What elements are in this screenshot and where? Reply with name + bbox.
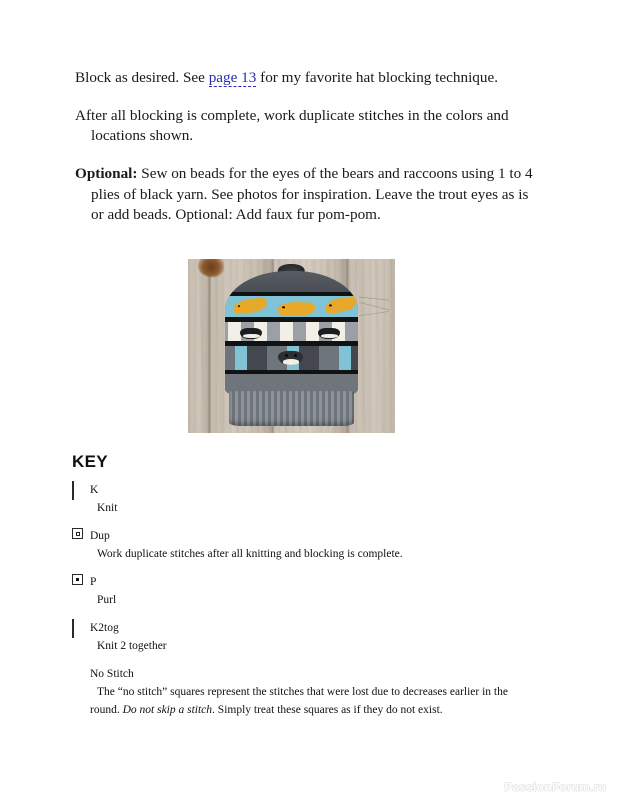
- hat-photo: [188, 259, 395, 433]
- body-text-block: [75, 68, 535, 226]
- key-abbr-dup: Dup: [90, 530, 110, 542]
- site-watermark: PassionForum.ru: [504, 780, 606, 794]
- trout-eye-2: [283, 306, 286, 309]
- key-desc-no-stitch: [90, 686, 508, 716]
- dry-grass: [359, 281, 389, 327]
- key-abbr-knit: K: [90, 484, 99, 496]
- key-entry-dup: [72, 526, 532, 562]
- key-abbr-k2tog: K2tog: [90, 622, 119, 634]
- key-desc-k2tog: Knit 2 together: [97, 640, 167, 652]
- hat-ribbed-brim: [229, 391, 354, 426]
- page-13-link[interactable]: page 13: [208, 69, 257, 86]
- paragraph-blocking-post: for my favorite hat blocking technique.: [256, 69, 499, 86]
- trout-eye-3: [329, 304, 332, 307]
- hat-crown: [225, 271, 357, 395]
- key-desc-dup: Work duplicate stitches after all knitting and blocking is complete.: [97, 548, 403, 560]
- key-entry-k2tog-text: [90, 618, 532, 654]
- key-entry-no-stitch-text: [90, 664, 532, 718]
- paragraph-blocking-pre: Block as desired. See: [75, 69, 209, 86]
- filled-gray-square-icon: [72, 666, 83, 677]
- key-entry-knit-text: [90, 480, 532, 516]
- square-with-diagonal-icon: [72, 620, 83, 631]
- bear-eye-right: [294, 354, 297, 357]
- key-entry-purl-text: [90, 572, 532, 608]
- key-heading: KEY: [72, 452, 108, 471]
- key-entry-no-stitch: [72, 664, 532, 718]
- key-desc-no-stitch-post: . Simply treat these squares as if they do not exist.: [212, 704, 443, 716]
- paragraph-duplicate-stitches: After all blocking is complete, work duplicate stitches in the colors and locations shown.: [75, 106, 509, 145]
- optional-body-text: Sew on beads for the eyes of the bears and raccoons using 1 to 4 plies of black yarn. See photos for inspiration. Leave the trout eyes as is or add beads. Optional: Add faux fur pom-pom.: [91, 165, 533, 224]
- key-entry-dup-text: [90, 526, 532, 562]
- hat-photo-image: [188, 259, 395, 433]
- key-entry-k2tog: [72, 618, 532, 654]
- wood-knot: [198, 259, 224, 277]
- key-entry-purl: [72, 572, 532, 608]
- key-desc-purl: Purl: [97, 594, 117, 606]
- band-crown-gray: [225, 271, 357, 292]
- key-abbr-no-stitch: No Stitch: [90, 668, 134, 680]
- square-with-inner-square-icon: [72, 528, 83, 539]
- key-desc-knit: Knit: [97, 502, 118, 514]
- trout-eye-1: [238, 305, 241, 308]
- key-entry-knit: [72, 480, 532, 516]
- optional-lead-label: Optional:: [75, 165, 138, 183]
- empty-square-icon: [72, 482, 83, 493]
- knitted-hat: [225, 271, 357, 424]
- key-desc-no-stitch-emphasis: Do not skip a stitch: [122, 704, 213, 716]
- bear-eye-left: [285, 354, 288, 357]
- paragraph-blocking: [75, 68, 535, 89]
- paragraph-optional: [75, 164, 535, 226]
- key-section: [72, 452, 532, 718]
- key-abbr-purl: P: [90, 576, 97, 588]
- square-with-dot-icon: [72, 574, 83, 585]
- key-desc-no-stitch-pre: The “no stitch” squares represent the stitches that were lost due to decreases earlier in the round.: [90, 686, 508, 716]
